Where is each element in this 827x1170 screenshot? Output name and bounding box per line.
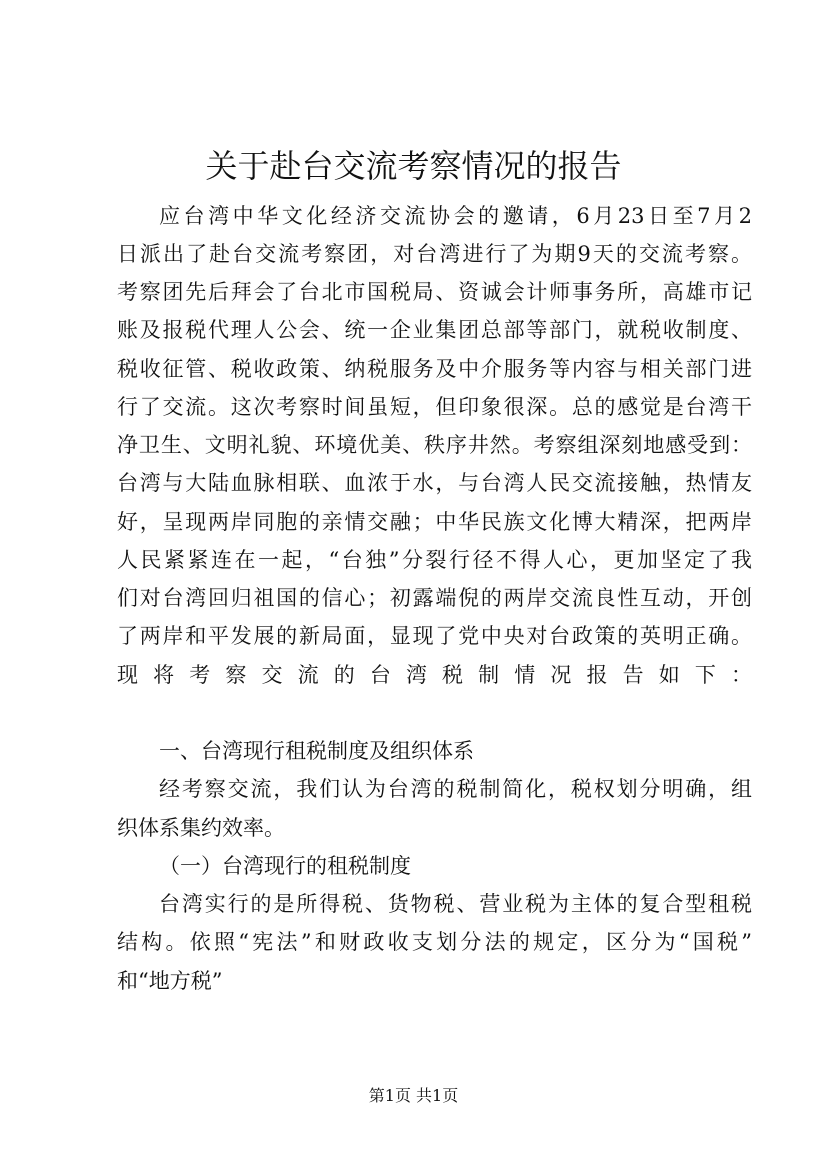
document-title: 关于赴台交流考察情况的报告 (205, 147, 622, 185)
section-heading-2: （一）台湾现行的租税制度 (159, 854, 411, 878)
paragraph-line: 净卫生、文明礼貌、环境优美、秩序井然。考察组深刻地感受到： (117, 433, 752, 457)
paragraph-line: 税收征管、税收政策、纳税服务及中介服务等内容与相关部门进 (117, 357, 752, 381)
paragraph-line: 账及报税代理人公会、统一企业集团总部等部门，就税收制度、 (117, 318, 752, 342)
paragraph-line: 和“地方税” (117, 969, 223, 993)
paragraph-line: 日派出了赴台交流考察团，对台湾进行了为期9天的交流考察。 (117, 242, 752, 266)
paragraph-line: 织体系集约效率。 (117, 816, 285, 840)
paragraph-line: 了两岸和平发展的新局面，显现了党中央对台政策的英明正确。 (117, 624, 752, 648)
paragraph-line: 人民紧紧连在一起，“台独”分裂行径不得人心，更加坚定了我 (117, 548, 752, 572)
paragraph-line: 好，呈现两岸同胞的亲情交融；中华民族文化博大精深，把两岸 (117, 510, 752, 534)
paragraph-line: 行了交流。这次考察时间虽短，但印象很深。总的感觉是台湾干 (117, 395, 752, 419)
paragraph-line: 考察团先后拜会了台北市国税局、资诚会计师事务所，高雄市记 (117, 280, 752, 304)
paragraph-line: 现将考察交流的台湾税制情况报告如下： (117, 663, 752, 687)
page-number-footer: 第1页 共1页 (368, 1086, 459, 1105)
paragraph-line: 经考察交流，我们认为台湾的税制简化，税权划分明确，组 (159, 777, 752, 801)
paragraph-line: 们对台湾回归祖国的信心；初露端倪的两岸交流良性互动，开创 (117, 586, 752, 610)
section-heading-1: 一、台湾现行租税制度及组织体系 (159, 739, 474, 763)
paragraph-line: 台湾与大陆血脉相联、血浓于水，与台湾人民交流接触，热情友 (117, 471, 752, 495)
paragraph-line: 结构。依照“宪法”和财政收支划分法的规定，区分为“国税” (117, 930, 752, 954)
paragraph-line: 台湾实行的是所得税、货物税、营业税为主体的复合型租税 (159, 892, 752, 916)
paragraph-line: 应台湾中华文化经济交流协会的邀请，6月23日至7月2 (159, 204, 752, 228)
